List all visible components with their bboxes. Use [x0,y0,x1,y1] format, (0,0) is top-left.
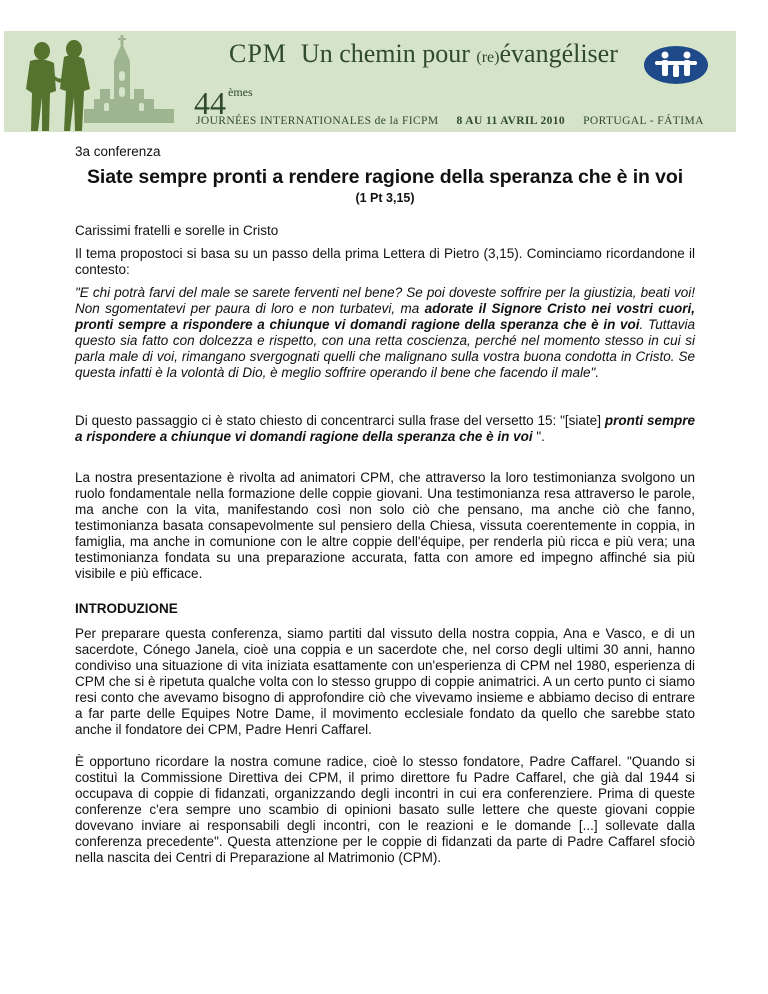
header-banner [4,31,736,132]
document-body [75,144,695,865]
quote-part-a: "E chi potrà farvi del male se sarete ferventi nel bene? Se poi doveste soffrire per la giustizia, beati voi! Non sgomentatevi per paura di loro e non turbatevi, ma [75,285,695,316]
banner-title [229,39,618,69]
banner-cpm: CPM [229,39,287,68]
verse-emphasis: pronti sempre a rispondere a chiunque vi domandi ragione della speranza che è in voi [75,413,695,444]
founder-paragraph: È opportuno ricordare la nostra comune radice, cioè lo stesso fondatore, Padre Caffarel. "Quando si costituì la Commissione Direttiva dei CPM, il primo direttore fu Padre Caffarel, che già dal 1944 si occupava di coppie di fidanzati, organizzando degli incontri in cui era conferenziere. Prima di queste conferenze c'era sempre uno scambio di opinioni basato sulle lettere che queste giovani coppie dovevano inviare ai responsabili degli incontri, con le reazioni e le domande [...] sollevate dalla conferenza precedente". Questa attenzione per le coppie di fidanzati da parte di Padre Caffarel sfociò nella nascita dei Centri di Preparazione al Matrimonio (CPM). [75,754,695,865]
verse-part-c: ". [532,429,545,444]
quote-part-c: . Tuttavia questo sia fatto con dolcezza e rispetto, con una retta coscienza, perché nel momento stesso in cui si parla male di voi, rimangano svergognati quelli che malignano sulla vostra buona condotta in Cristo. Se questa infatti è la volontà di Dio, è meglio soffrire operando il bene che facendo il male". [75,317,695,380]
couple-and-basilica-illustration [4,31,194,132]
intro-paragraph: Il tema propostoci si basa su un passo della prima Lettera di Pietro (3,15). Cominciamo ricordandone il contesto: [75,246,695,277]
introduction-paragraph: Per preparare questa conferenza, siamo partiti dal vissuto della nostra coppia, Ana e Vasco, e di un sacerdote, Cónego Janela, cioè una coppia e un sacerdote che, nel corso degli ultimi 30 anni, hanno condiviso una situazione di vita iniziata esattamente con un'esperienza di CPM nel 1980, esperienza di CPM che si è ripetuta qualche volta con lo stesso gruppo di coppie animatrici. A un certo punto ci siamo resi conto che avevamo bisogno di approfondire ciò che vivevamo insieme e abbiamo deciso di entrare a far parte delle Equipes Notre Dame, il movimento ecclesiale fondato da quello che sarebbe stato anche il fondatore dei CPM, Padre Henri Caffarel. [75,626,695,737]
presentation-paragraph: La nostra presentazione è rivolta ad animatori CPM, che attraverso la loro testimonianza svolgono un ruolo fondamentale nella formazione delle coppie giovani. Una testimonianza resa attraverso le parole, ma anche con la vita, manifestando così non solo ciò che pensano, ma anche ciò che fanno, testimonianza basata consapevolmente sul pensiero della Chiesa, vissuta coerentemente in coppia, in famiglia, ma anche in comunione con le altre coppie dell'équipe, per renderla più ricca e più vera; una testimonianza fondata su una preparazione accurata, fatta con amore ed impegno affinché sia più visibile e più efficace. [75,470,695,581]
banner-tagline-re: (re) [476,49,500,66]
cpm-logo-icon [643,45,709,85]
scripture-quote-paragraph [75,285,695,381]
banner-tagline-a: Un chemin pour [300,39,477,68]
bible-reference: (1 Pt 3,15) [355,191,415,205]
banner-number: 44 [194,85,226,121]
banner-subtitle [196,115,704,127]
banner-event: JOURNÉES INTERNATIONALES de la FICPM [196,115,439,127]
verse-part-a: Di questo passaggio ci è stato chiesto di concentrarci sulla frase del versetto 15: "[siate] [75,413,605,428]
verse-focus-paragraph [75,413,695,445]
greeting-paragraph: Carissimi fratelli e sorelle in Cristo [75,223,279,238]
quote-emphasis: adorate il Signore Cristo nei vostri cuori, pronti sempre a rispondere a chiunque vi domandi ragione della speranza che è in voi [75,301,695,332]
banner-dates: 8 AU 11 AVRIL 2010 [456,115,566,127]
page-title: Siate sempre pronti a rendere ragione della speranza che è in voi [86,166,684,188]
banner-place: PORTUGAL - FÁTIMA [583,115,704,127]
banner-number-suffix: èmes [228,85,253,99]
section-heading: INTRODUZIONE [75,601,178,616]
conference-label: 3a conferenza [75,144,161,159]
banner-tagline-b: évangéliser [499,39,618,68]
